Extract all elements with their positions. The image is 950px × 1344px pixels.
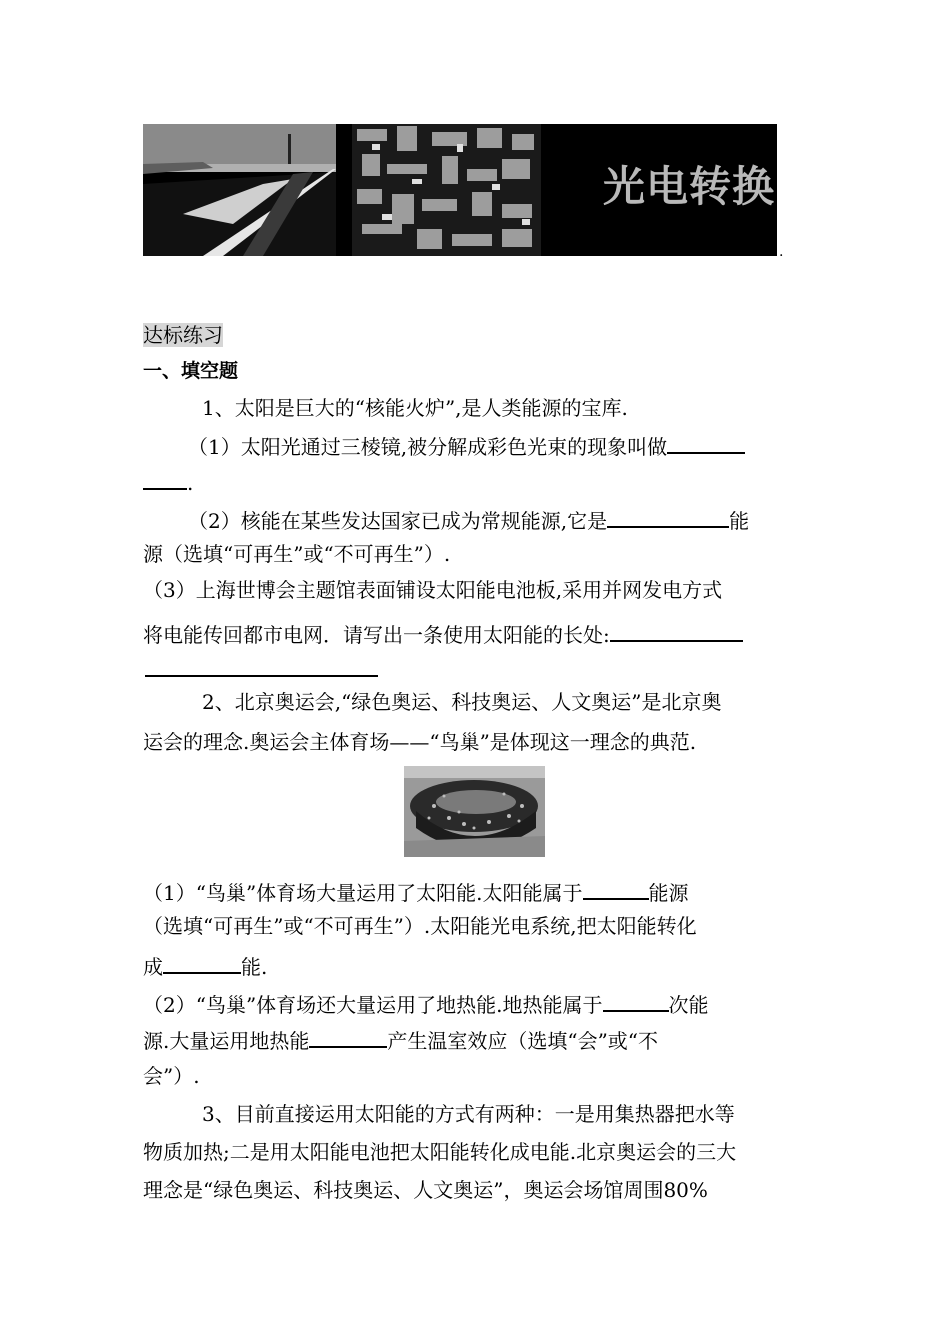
section-label: 达标练习 [143, 323, 223, 347]
highway-photo [143, 124, 336, 256]
birds-nest-stadium-photo [404, 766, 545, 857]
q3-line3: 理念是“绿色奥运、科技奥运、人文奥运”，奥运会场馆周围80% [143, 1178, 708, 1202]
q2-intro: 2、北京奥运会,“绿色奥运、科技奥运、人文奥运”是北京奥 [202, 690, 722, 714]
answer-blank[interactable] [143, 468, 187, 490]
city-photo [352, 124, 541, 256]
q2-part1-cont: （选填“可再生”或“不可再生”）.太阳能光电系统,把太阳能转化 [143, 914, 697, 938]
q3-line2: 物质加热;二是用太阳能电池把太阳能转化成电能.北京奥运会的三大 [143, 1140, 737, 1164]
q2-part2-cont2: 会”）. [143, 1064, 200, 1088]
q2-part1-cont2: 成 能. [143, 952, 267, 979]
section-heading: 一、填空题 [143, 360, 239, 382]
q1-part1-cont: . [143, 468, 193, 495]
q1-intro: 1、太阳是巨大的“核能火炉”,是人类能源的宝库. [202, 396, 628, 420]
answer-blank[interactable] [309, 1026, 387, 1048]
answer-blank[interactable] [603, 990, 669, 1012]
answer-blank[interactable] [607, 506, 729, 528]
q2-part2: （2）“鸟巢”体育场还大量运用了地热能.地热能属于 次能 [143, 990, 709, 1017]
answer-blank[interactable] [583, 878, 649, 900]
q1-part3-cont: 将电能传回都市电网．请写出一条使用太阳能的长处: [143, 620, 743, 647]
q3-line1: 3、目前直接运用太阳能的方式有两种：一是用集热器把水等 [202, 1102, 735, 1126]
q2-part2-cont: 源.大量运用地热能 产生温室效应（选填“会”或“不 [143, 1026, 658, 1053]
answer-line[interactable] [145, 675, 378, 677]
banner-image [143, 124, 777, 256]
answer-blank[interactable] [610, 620, 743, 642]
banner-title: 光电转换 [602, 162, 775, 211]
q2-part1: （1）“鸟巢”体育场大量运用了太阳能.太阳能属于 能源 [143, 878, 689, 905]
answer-blank[interactable] [667, 432, 745, 454]
q1-part2-cont: 源（选填“可再生”或“不可再生”）. [143, 542, 451, 566]
answer-blank[interactable] [163, 952, 241, 974]
banner-dot: . [779, 244, 784, 260]
q1-part2: （2）核能在某些发达国家已成为常规能源,它是 能 [188, 506, 749, 533]
q1-part1: （1）太阳光通过三棱镜,被分解成彩色光束的现象叫做 [188, 432, 745, 459]
q2-intro-cont: 运会的理念.奥运会主体育场——“鸟巢”是体现这一理念的典范. [143, 730, 697, 754]
q1-part3: （3）上海世博会主题馆表面铺设太阳能电池板,采用并网发电方式 [143, 578, 723, 602]
